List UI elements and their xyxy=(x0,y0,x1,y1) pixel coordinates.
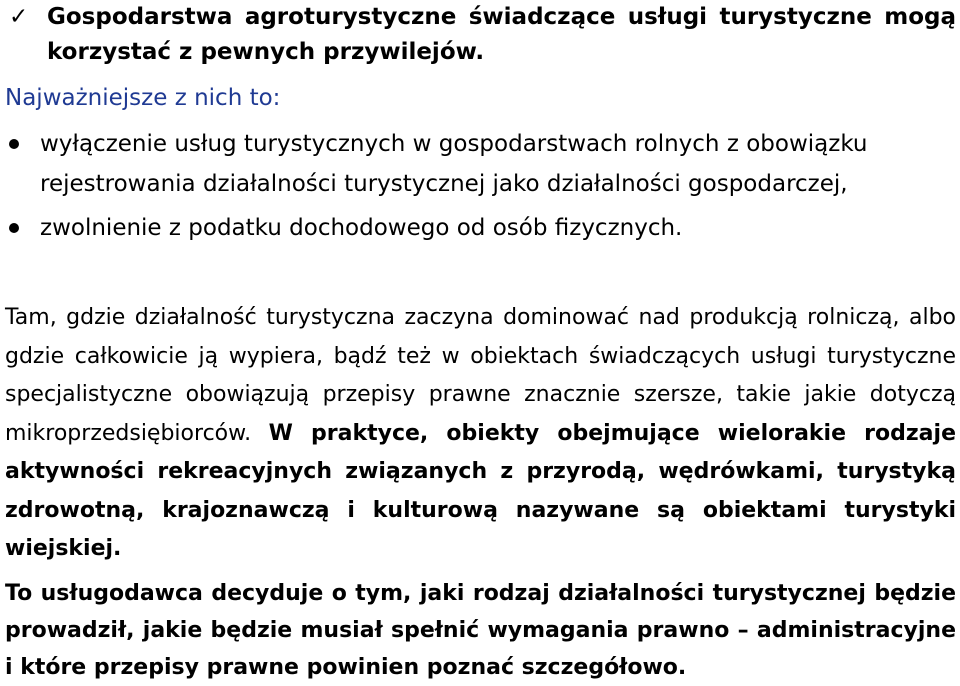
bullet-icon xyxy=(9,223,19,233)
checkmark-icon: ✓ xyxy=(9,4,29,30)
check-list-item xyxy=(0,0,960,70)
closing-paragraph: To usługodawca decyduje o tym, jaki rodzaj działalności turystycznej będzie prowadził, jakie będzie musiał spełnić wymagania prawno – administracyjne i które przepisy prawne powinien poznać szczegółowo. xyxy=(5,581,956,680)
check-item-text: Gospodarstwa agroturystyczne świadczące usługi turystyczne mogą korzystać z pewnych przywilejów. xyxy=(47,4,956,65)
list-item-text: zwolnienie z podatku dochodowego od osób fizycznych. xyxy=(40,215,683,241)
list-item-text: wyłączenie usług turystycznych w gospodarstwach rolnych z obowiązku rejestrowania działalności turystycznej jako działalności gospodarczej, xyxy=(40,131,868,197)
bullet-list xyxy=(0,124,960,252)
paragraph-normal-text: Tam, gdzie działalność turystyczna zaczyna dominować nad produkcją rolniczą, albo gdzie całkowicie ją wypiera, bądź też w obiektach świadczących usługi turystyczne specjalistyczne obowiązują przepisy prawne znacznie szersze, takie jakie dotyczą mikroprzedsiębiorców. xyxy=(5,305,956,446)
list-item xyxy=(0,208,956,248)
bullet-icon xyxy=(9,139,19,149)
list-item xyxy=(0,124,956,204)
paragraph-bold-text: W praktyce, obiekty obejmujące wielorakie rodzaje aktywności rekreacyjnych związanych z przyrodą, wędrówkami, turystyką zdrowotną, krajoznawczą i kulturową nazywane są obiektami turystyki wiejskiej. xyxy=(5,420,956,561)
body-paragraph xyxy=(0,299,960,569)
intro-heading: Najważniejsze z nich to: xyxy=(5,85,281,111)
